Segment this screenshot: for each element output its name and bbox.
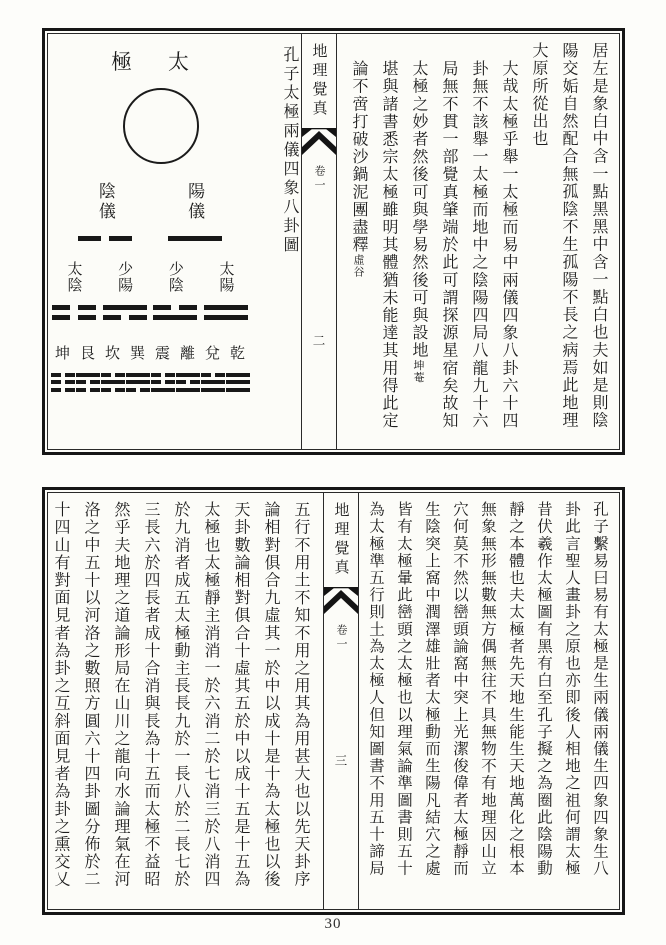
column-text: 卦無不該舉一太極而地中之陰陽四局八龍九十六: [470, 60, 487, 430]
text-column: [417, 501, 445, 903]
column-text: 太極也太極靜主消消一於六消二於七消三於八消四: [202, 501, 219, 889]
yinyang-lines: [126, 369, 150, 392]
trigram-label: 兌: [204, 346, 220, 362]
image-unit: [51, 261, 97, 320]
yinyang-lines: [168, 230, 222, 241]
text-column: [285, 501, 315, 903]
yinyang-lines: [204, 300, 248, 320]
column-text: 生陰突上窩中潤澤雄壯者太極動而生陽凡結穴之處: [423, 501, 440, 878]
trigram-unit: [200, 342, 225, 392]
column-text: 卦此言聖人畫卦之原也亦即後人相地之祖何謂太極: [563, 501, 580, 878]
text-column: [583, 42, 613, 443]
image-unit: [203, 261, 249, 320]
image-label: 太陰: [65, 261, 82, 293]
trigram-label: 艮: [79, 346, 95, 362]
text-column: [445, 501, 473, 903]
trigram-group: [43, 342, 257, 392]
yinyang-lines: [76, 369, 100, 392]
text-column: [501, 501, 529, 903]
page-frame-bottom: [47, 492, 620, 910]
form-unit: [168, 182, 222, 241]
image-label: 少陽: [116, 261, 133, 293]
text-column: [255, 501, 285, 903]
trigram-unit: [225, 342, 250, 392]
yinyang-lines: [153, 300, 197, 320]
gutter-column-top: [301, 34, 337, 449]
book-page-top: [42, 28, 625, 455]
image-label: 少陰: [166, 261, 183, 293]
column-text: 太極之妙者然後可與學易然後可與設地: [410, 60, 427, 360]
column-text: 穴何莫不然以巒頭論窩中突上光潔俊偉者太極靜而: [451, 501, 468, 878]
page-number: 30: [324, 916, 342, 932]
trigram-label: 坎: [104, 346, 120, 362]
trigram-label: 坤: [54, 346, 70, 362]
yinyang-lines: [103, 300, 147, 320]
trigram-unit: [75, 342, 100, 392]
yinyang-lines: [176, 369, 200, 392]
trigram-label: 震: [154, 346, 170, 362]
form-unit: [78, 182, 132, 241]
text-column: [135, 501, 165, 903]
taiji-circle: [123, 88, 199, 164]
column-text: 論相對俱合九虛其一於中以成十是十為太極也以後: [262, 501, 279, 889]
column-text: 為太極準五行則土為太極人但知圖書不用五十諦局: [367, 501, 384, 878]
column-text: 居左是象白中含一點黑黑中含一點白也夫如是則陰: [590, 42, 607, 430]
column-text: 孔子繫易曰易有太極是生兩儀兩儀生四象四象生八: [591, 501, 608, 878]
volume-label: 卷一: [313, 165, 325, 193]
text-column: [473, 501, 501, 903]
column-text: 無象無形無數無方偶無往不具無物不有地理因山立: [479, 501, 496, 878]
trigram-unit: [125, 342, 150, 392]
image-unit: [102, 261, 148, 320]
yinyang-lines: [226, 369, 250, 392]
yinyang-lines: [78, 230, 132, 241]
text-column: [165, 501, 195, 903]
column-text: 局無不貫一部覺真肇端於此可謂探源星宿矣故知: [440, 60, 457, 430]
yinyang-lines: [51, 369, 75, 392]
text-column: [373, 42, 403, 443]
text-column: [557, 501, 585, 903]
column-text: 皆有太極暈此巒頭之太極也以理氣論準圖書則五十: [395, 501, 412, 878]
text-column: [585, 501, 613, 903]
taiji-label: 太極: [111, 50, 225, 74]
trigram-label: 巽: [129, 346, 145, 362]
four-images-group: [43, 261, 257, 320]
folio-number: 二: [312, 334, 326, 348]
yinyang-lines: [201, 369, 225, 392]
text-block-bottom-right: [359, 493, 619, 909]
text-column: [433, 42, 463, 443]
column-text: 論不啻打破沙鍋泥團盡釋: [350, 60, 367, 254]
trigram-unit: [150, 342, 175, 392]
text-column: [361, 501, 389, 903]
text-column: [45, 501, 75, 903]
column-text: 於九消者成五太極動主長長九於一長八於二長七於: [172, 501, 189, 889]
column-text: 昔伏羲作太極圖有黑有白至孔子擬之為圈此陰陽動: [535, 501, 552, 878]
text-column: [463, 42, 493, 443]
text-column: [195, 501, 225, 903]
text-column: [225, 501, 255, 903]
yinyang-lines: [101, 369, 125, 392]
text-column: [343, 42, 373, 443]
form-label: 陽儀: [185, 182, 205, 222]
trigram-unit: [100, 342, 125, 392]
text-column: [403, 42, 433, 443]
taiji-diagram: [37, 34, 263, 449]
column-text: 堪與諸書悉宗太極雖明其體猶未能達其用得此定: [380, 60, 397, 430]
inline-annotation: 坤菴: [412, 359, 424, 384]
text-column: [389, 501, 417, 903]
column-text: 然乎夫地理之道論形局在山川之龍向水論理氣在河: [112, 501, 129, 889]
book-title: 地理覺真: [310, 43, 327, 119]
column-text: 天卦數論相對俱合十虛其五於中以成十五是十五為: [232, 501, 249, 889]
book-title: 地理覺真: [332, 502, 349, 578]
text-column: [75, 501, 105, 903]
page-frame-top: [47, 33, 620, 450]
column-text: 大原所從出也: [530, 42, 547, 148]
column-text: 五行不用土不知不用之用其為用甚大也以先天卦序: [292, 501, 309, 889]
trigram-label: 乾: [229, 346, 245, 362]
text-column: [529, 501, 557, 903]
folio-number: 三: [334, 754, 348, 768]
fishtail-icon: [302, 128, 336, 156]
text-column: [553, 42, 583, 443]
column-text: 大哉太極乎舉一太極而易中兩儀四象八卦六十四: [500, 60, 517, 430]
column-text: 洛之中五十以河洛之數照方圓六十四卦圖分佈於二: [82, 501, 99, 889]
column-text: 十四山有對面見者為卦之互斜面見者為卦之熏交乂: [52, 501, 69, 889]
text-column: [105, 501, 135, 903]
text-column: [493, 42, 523, 443]
trigram-label: 離: [179, 346, 195, 362]
inline-annotation: 虛谷: [352, 253, 364, 278]
column-text: 三長六於四長者成十合消與長為十五而太極不益昭: [142, 501, 159, 889]
trigram-unit: [175, 342, 200, 392]
yinyang-lines: [52, 300, 96, 320]
diagram-caption: 孔子太極兩儀四象八卦圖: [281, 46, 298, 255]
column-text: 陽交姤自然配合無孤陰不生孤陽不長之病焉此地理: [560, 42, 577, 430]
diagram-half: [37, 34, 301, 449]
gutter-column-bottom: [323, 493, 359, 909]
yinyang-lines: [151, 369, 175, 392]
column-text: 靜之本體也夫太極者先天地生能生天地萬化之根本: [507, 501, 524, 878]
form-label: 陰儀: [95, 182, 115, 222]
two-forms-group: [43, 182, 257, 241]
image-unit: [152, 261, 198, 320]
image-label: 太陽: [217, 261, 234, 293]
text-block-bottom-left: [43, 493, 323, 909]
text-column: [523, 42, 553, 443]
text-block-top-right: [337, 34, 619, 449]
volume-label: 卷一: [335, 624, 347, 652]
book-page-bottom: [42, 487, 625, 915]
trigram-unit: [50, 342, 75, 392]
fishtail-icon: [324, 587, 358, 615]
